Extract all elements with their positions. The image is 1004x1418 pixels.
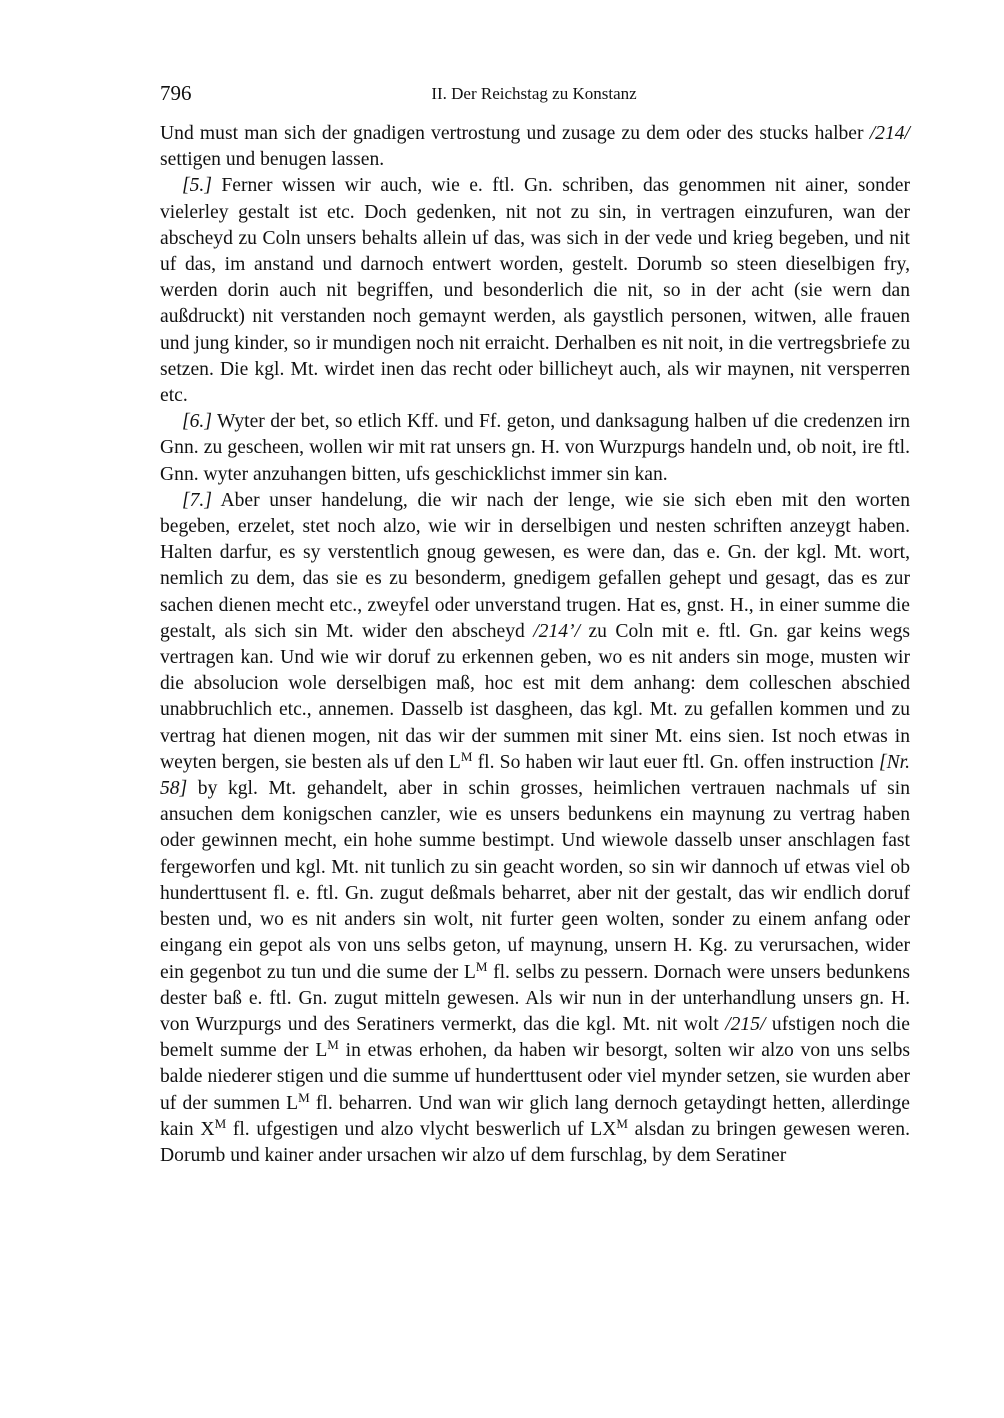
superscript: M [460, 748, 473, 764]
reference-marker: [Nr. 58] [160, 751, 910, 800]
document-body [160, 121, 910, 1169]
text-run: ufstigen noch die bemelt summe der L [160, 1013, 910, 1062]
text-run: in etwas erhohen, da haben wir besorgt, solten wir alzo von uns selbs balde niederer stigen und die summe uf hunderttusent oder viel mynder setzen, sie wurden aber uf der summen L [160, 1040, 910, 1114]
text-run: fl. So haben wir laut euer ftl. Gn. offen instruction [472, 751, 879, 773]
paragraph [160, 173, 910, 409]
superscript: M [327, 1036, 339, 1052]
superscript: M [298, 1089, 310, 1105]
reference-marker: /214/ [869, 123, 910, 144]
paragraph [160, 409, 910, 488]
paragraph [160, 121, 910, 173]
reference-marker: [7.] [182, 489, 212, 511]
text-run: Ferner wissen wir auch, wie e. ftl. Gn. schriben, das genommen nit ainer, sonder vielerley gestalt ist etc. Doch gedenken, nit not zu sin, in vertragen einzufuren, wan der abscheyd zu Coln unsers behalts allein uf das, was sich in der vede und krieg begeben, und nit uf das, im anstand und darnoch entwert worden, gestelt. Dorumb so steen dieselbigen fry, werden dorin auch nit begriffen, und besonderlich die nit, so in der acht (sie wern dan außdruckt) nit verstanden noch gemaynt werden, als gaystlich personen, witwen, alle frauen und jung kinder, so ir mundigen noch nit erraicht. Derhalben es nit noit, in die vertregsbriefe zu setzen. Die kgl. Mt. wirdet inen das recht oder billicheyt auch, als wir maynen, nit versperren etc. [160, 175, 910, 407]
text-run: Aber unser handelung, die wir nach der lenge, wie sie sich eben mit den worten begeben, erzelet, stet noch alzo, wie wir in derselbigen und nesten schriften anzeygt haben. Halten darfur, es sy verstentlich gnoug gewesen, es were dan, das e. Gn. der kgl. Mt. wort, nemlich zu dem, das sie es zu besonderm, gnedigem gefallen gehept und gesagt, das es zur sachen dienen mecht etc., zweyfel oder unverstand trugen. Hat es, gnst. H., in einer summe die gestalt, als sich sin Mt. wider den abscheyd [160, 489, 910, 642]
text-run: Und must man sich der gnadigen vertrostung und zusage zu dem oder des stucks halber [160, 123, 870, 144]
paragraph [160, 488, 910, 1169]
superscript: M [475, 958, 488, 974]
text-run: settigen und benugen lassen. [160, 149, 385, 171]
reference-marker: [5.] [182, 175, 212, 197]
text-run: fl. selbs zu pessern. Dornach were unsers bedunkens dester baß e. ftl. Gn. zugut mitteln gewesen. Als wir nun in der unterhandlung unsers gn. H. von Wurzpurgs und des Seratiners vermerkt, das die kgl. Mt. nit wolt [160, 961, 910, 1035]
running-title: II. Der Reichstag zu Konstanz [431, 84, 637, 103]
text-run: fl. ufgestigen und alzo vlycht beswerlich uf LX [226, 1118, 617, 1140]
superscript: M [214, 1115, 227, 1131]
text-run: alsdan zu bringen gewesen weren. Dorumb und kainer ander ursachen wir alzo uf dem furschlag, by dem Seratiner [160, 1118, 911, 1166]
text-run: zu Coln mit e. ftl. Gn. gar keins wegs vertragen kan. Und wie wir doruf zu erkennen geben, wo es nit anders sin moge, musten wir die absolucion wole derselbigen maß, hoc est mit dem anhang: dem colleschen abschied unabbruchlich etc., annemen. Dasselb ist dasgheen, das kgl. Mt. zu gefallen kommen und zu vertrag hat dienen mogen, nit das wir der summen mit siner Mt. eins sien. Ist noch etwas in weyten bergen, sie besten als uf den L [160, 620, 910, 773]
text-run: fl. beharren. Und wan wir glich lang dernoch getaydingt hetten, allerdinge kain X [160, 1092, 910, 1140]
reference-marker: [6.] [182, 411, 212, 433]
text-run: by kgl. Mt. gehandelt, aber in schin grosses, heimlichen vertrauen nachmals uf sin ansuchen dem konigschen canzler, wie es unsers bedunkens ein maynung zu vertrag haben oder gewinnen mecht, ein hohe summe bestimpt. Und wiewole dasselb unser anschlagen fast fergeworfen und kgl. Mt. nit tunlich zu sin geacht worden, so sin wir dannoch uf etwas viel ob hunderttusent fl. e. ftl. Gn. zugut deßmals beharret, aber nit der gestalt, das wir endlich doruf besten und, wo es nit anders sin wolt, nit furter geen wolten, sonder zu einem anfang oder eingang ein gepot als von uns selbs geton, uf maynung, unsern H. Kg. zu verursachen, wider ein gegenbot zu tun und die sume der L [160, 778, 910, 983]
reference-marker: /214’/ [533, 620, 581, 642]
reference-marker: /215/ [725, 1013, 766, 1035]
page-number: 796 [160, 81, 192, 105]
text-run: Wyter der bet, so etlich Kff. und Ff. geton, und danksagung halben uf die credenzen irn Gnn. zu gescheen, wollen wir mit rat unsers gn. H. von Wurzpurgs handeln und, ob noit, ire ftl. Gnn. wyter anzuhangen bitten, ufs geschicklichst immer sin kan. [160, 411, 910, 485]
superscript: M [616, 1115, 628, 1131]
